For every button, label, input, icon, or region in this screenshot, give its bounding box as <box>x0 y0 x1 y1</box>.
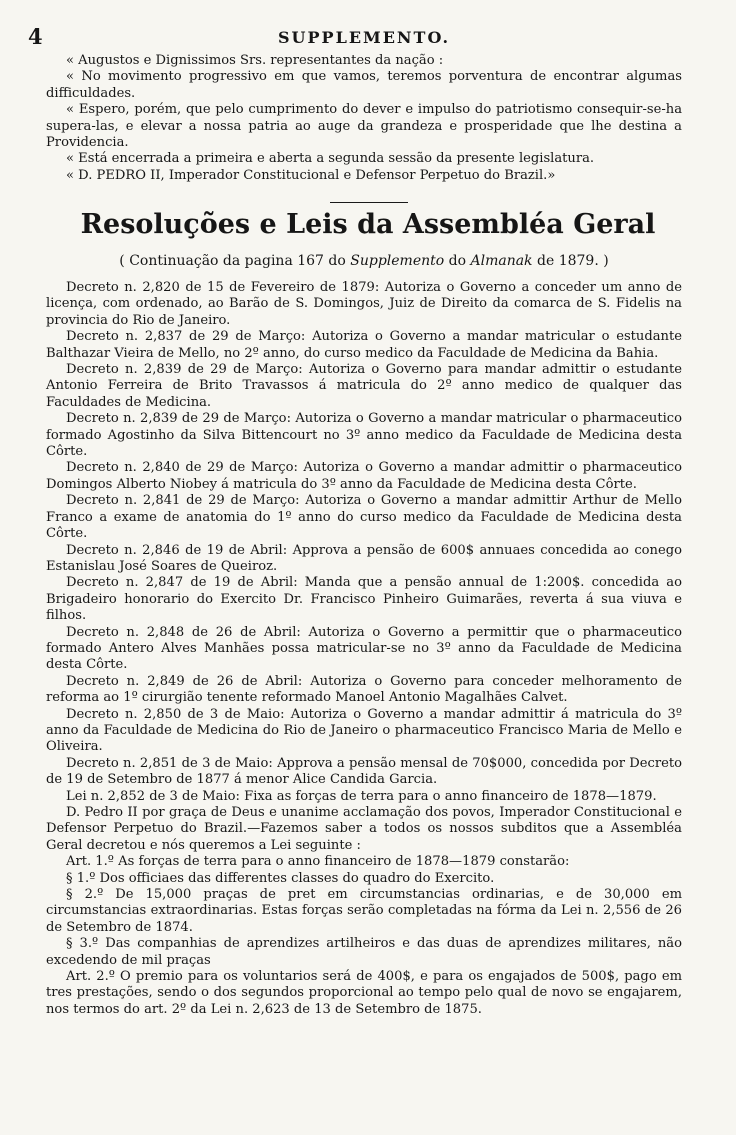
page-header <box>0 24 736 48</box>
subtitle-text: de 1879. ) <box>532 253 609 269</box>
decree-paragraph: Decreto n. 2,839 de 29 de Março: Autoriza o Governo para mandar admittir o estudante Antonio Ferreira de Brito Travassos á matricula do 2º anno medico de qualquer das Faculdades de Medicina. <box>46 362 682 410</box>
subtitle-italic: Supplemento <box>350 253 445 269</box>
decree-paragraph: Decreto n. 2,840 de 29 de Março: Autoriza o Governo a mandar admittir o pharmaceutico Domingos Alberto Niobey á matricula do 3º anno da Faculdade de Medicina desta Côrte. <box>46 460 682 492</box>
intro-paragraph: « No movimento progressivo em que vamos, teremos porventura de encontrar algumas difficuldades. <box>46 69 682 101</box>
subtitle-text: do <box>444 253 471 269</box>
section-title: Resoluções e Leis da Assembléa Geral <box>80 209 656 240</box>
decree-paragraph: Decreto n. 2,848 de 26 de Abril: Autoriza o Governo a permittir que o pharmaceutico formado Antero Alves Manhães possa matricular-se no 3º anno da Faculdade de Medicina desta Côrte. <box>46 624 682 673</box>
decree-paragraph: Decreto n. 2,841 de 29 de Março: Autoriza o Governo a mandar admittir Arthur de Mello Franco a exame de anatomia do 1º anno do curso medico da Faculdade de Medicina desta Côrte. <box>46 493 682 542</box>
section-subtitle <box>46 252 682 270</box>
intro-paragraph: « Augustos e Dignissimos Srs. representantes da nação : <box>66 53 444 68</box>
decree-paragraph: Decreto n. 2,839 de 29 de Março: Autoriza o Governo a mandar matricular o pharmaceutico formado Agostinho da Silva Bittencourt no 3º anno medico da Faculdade de Medicina desta Côrte. <box>46 411 682 460</box>
laws-block <box>46 280 682 1018</box>
article-paragraph: Art. 2.º O premio para os voluntarios será de 400$, e para os engajados de 500$, pago em tres prestações, sendo o dos segundos proporcional ao tempo pelo qual de novo se engajarem, nos termos do art. 2º da Lei n. 2,623 de 13 de Setembro de 1875. <box>46 969 682 1017</box>
decree-paragraph: Decreto n. 2,846 de 19 de Abril: Approva a pensão de 600$ annuaes concedida ao conego Estanislau José Soares de Queiroz. <box>46 542 682 574</box>
subtitle-text: ( Continuação da pagina 167 do <box>119 253 351 269</box>
article-paragraph: Art. 1.º As forças de terra para o anno financeiro de 1878—1879 constarão: <box>66 854 570 870</box>
running-title: SUPPLEMENTO. <box>278 28 451 47</box>
intro-paragraph: « Espero, porém, que pelo cumprimento do dever e impulso do patriotismo consequir-se-ha supera-las, e elevar a nossa patria ao auge da grandeza e prosperidade que lhe destina a Providencia. <box>46 102 682 151</box>
section-paragraph: § 2.º De 15,000 praças de pret em circumstancias ordinarias, e de 30,000 em circumstancias extraordinarias. Estas forças serão completadas na fórma da Lei n. 2,556 de 26 de Setembro de 1874. <box>46 887 682 935</box>
decree-paragraph: Decreto n. 2,837 de 29 de Março: Autoriza o Governo a mandar matricular o estudante Balthazar Vieira de Mello, no 2º anno, do curso medico da Faculdade de Medicina da Bahia. <box>46 329 682 361</box>
section-paragraph: § 3.º Das companhias de aprendizes artilheiros e das duas de aprendizes militares, não excedendo de mil praças <box>46 936 682 968</box>
law-paragraph: D. Pedro II por graça de Deus e unanime acclamação dos povos, Imperador Constitucional e Defensor Perpetuo do Brazil.—Fazemos saber a todos os nossos subditos que a Assembléa Geral decretou e nós queremos a Lei seguinte : <box>46 805 682 853</box>
decree-paragraph: Decreto n. 2,851 de 3 de Maio: Approva a pensão mensal de 70$000, concedida por Decreto de 19 de Setembro de 1877 á menor Alice Candida Garcia. <box>46 755 682 788</box>
subtitle-italic: Almanak <box>470 253 533 269</box>
intro-block <box>46 53 682 184</box>
decree-paragraph: Decreto n. 2,847 de 19 de Abril: Manda que a pensão annual de 1:200$. concedida ao Brigadeiro honorario do Exercito Dr. Francisco Pinheiro Guimarães, reverta á sua viuva e filhos. <box>46 575 682 624</box>
decree-paragraph: Decreto n. 2,820 de 15 de Fevereiro de 1879: Autoriza o Governo a conceder um anno de licença, com ordenado, ao Barão de S. Domingos, Juiz de Direito da comarca de S. Fidelis na provincia do Rio de Janeiro. <box>46 280 682 328</box>
section-divider <box>330 202 408 203</box>
decree-paragraph: Decreto n. 2,850 de 3 de Maio: Autoriza o Governo a mandar admittir á matricula do 3º anno da Faculdade de Medicina do Rio de Janeiro o pharmaceutico Francisco Maria de Mello e Oliveira. <box>46 706 682 755</box>
law-paragraph: Lei n. 2,852 de 3 de Maio: Fixa as forças de terra para o anno financeiro de 1878—1879. <box>66 788 657 804</box>
decree-paragraph: Decreto n. 2,849 de 26 de Abril: Autoriza o Governo para conceder melhoramento de reforma ao 1º cirurgião tenente reformado Manoel Antonio Magalhães Calvet. <box>46 673 682 706</box>
section-paragraph: § 1.º Dos officiaes das differentes classes do quadro do Exercito. <box>66 870 495 886</box>
intro-paragraph: « D. PEDRO II, Imperador Constitucional e Defensor Perpetuo do Brazil.» <box>66 167 556 183</box>
intro-paragraph: « Está encerrada a primeira e aberta a segunda sessão da presente legislatura. <box>66 151 595 167</box>
page-number: 4 <box>28 24 43 49</box>
